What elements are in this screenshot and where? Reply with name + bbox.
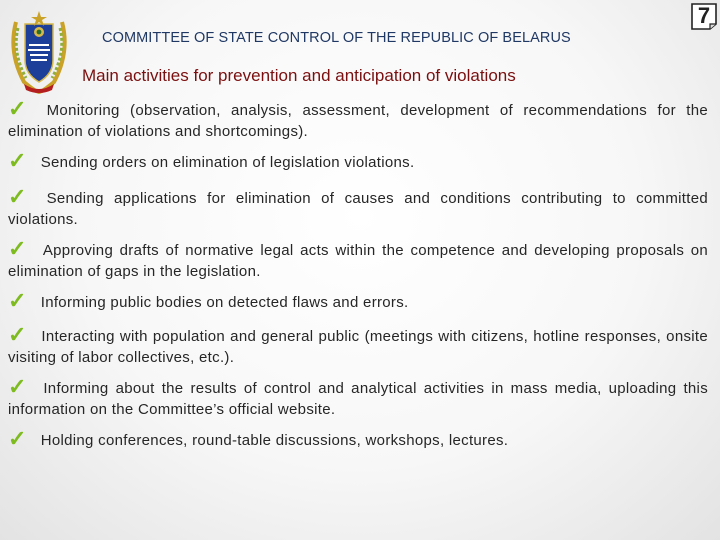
header-title: COMMITTEE OF STATE CONTROL OF THE REPUBLIC OF BELARUS <box>102 30 571 46</box>
list-item <box>8 150 708 173</box>
list-item <box>8 290 708 313</box>
checkmark-icon: ✓ <box>8 374 30 399</box>
list-item <box>8 238 708 282</box>
page-number-badge <box>690 2 718 30</box>
list-item-text: Informing about the results of control and analytical activities in mass media, uploading this information on the Committee’s official website. <box>8 380 708 418</box>
list-item-text: Monitoring (observation, analysis, assessment, development of recommendations for the elimination of violations and shortcomings). <box>8 102 709 140</box>
slide-subtitle: Main activities for prevention and anticipation of violations <box>82 66 516 85</box>
checkmark-icon: ✓ <box>8 322 28 347</box>
list-item-text: Approving drafts of normative legal acts within the competence and developing proposals on elimination of gaps in the legislation. <box>8 242 708 280</box>
list-item <box>8 428 708 451</box>
list-item <box>8 98 708 142</box>
checkmark-icon: ✓ <box>8 288 27 313</box>
list-item <box>8 186 708 230</box>
list-item-text: Informing public bodies on detected flaws and errors. <box>40 294 409 311</box>
page-number: 7 <box>697 3 711 28</box>
list-item-text: Interacting with population and general public (meetings with citizens, hotline responses, onsite visiting of labor collectives, etc.). <box>8 328 709 366</box>
list-item-text: Holding conferences, round-table discussions, workshops, lectures. <box>40 432 509 449</box>
checkmark-icon: ✓ <box>8 426 27 451</box>
list-item <box>8 324 708 368</box>
checkmark-icon: ✓ <box>8 236 29 261</box>
checkmark-icon: ✓ <box>8 96 33 121</box>
list-item-text: Sending orders on elimination of legislation violations. <box>40 154 415 171</box>
list-item-text: Sending applications for elimination of causes and conditions contributing to committed violations. <box>8 190 709 228</box>
list-item <box>8 376 708 420</box>
checkmark-icon: ✓ <box>8 184 33 209</box>
committee-emblem-logo <box>6 8 72 94</box>
checkmark-icon: ✓ <box>8 148 27 173</box>
